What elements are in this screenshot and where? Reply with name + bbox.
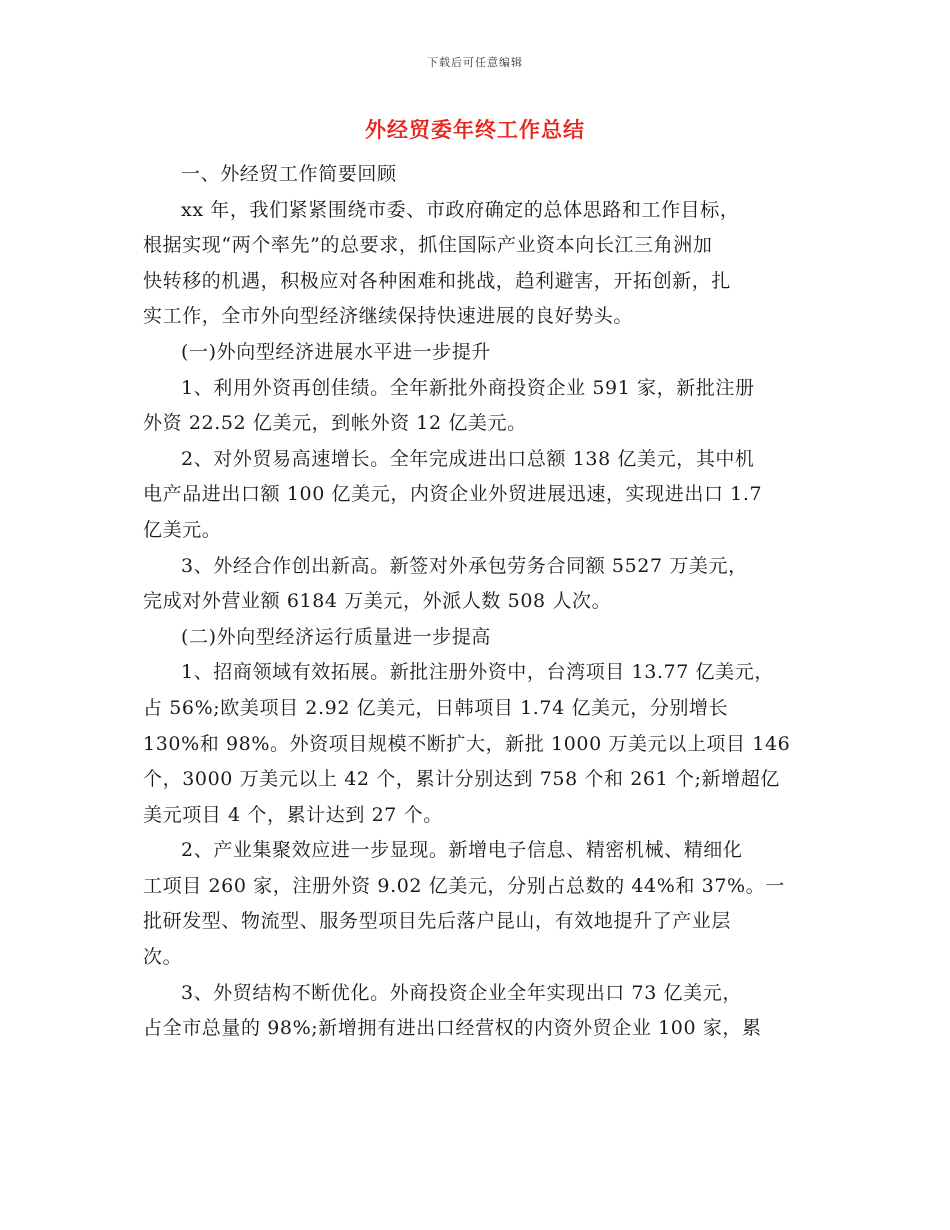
- text-line: xx 年，我们紧紧围绕市委、市政府确定的总体思路和工作目标，: [181, 198, 740, 221]
- text-line: 工项目 260 家，注册外资 9.02 亿美元，分别占总数的 44%和 37%。一: [143, 874, 785, 897]
- subsection-heading: [143, 335, 811, 371]
- paragraph: [143, 833, 811, 975]
- paragraph: [143, 549, 811, 620]
- header-note: 下载后可任意编辑: [427, 56, 523, 69]
- text-line: 130%和 98%。外资项目规模不断扩大，新批 1000 万美元以上项目 146: [143, 732, 791, 755]
- text-line: 占 56%;欧美项目 2.92 亿美元，日韩项目 1.74 亿美元，分别增长: [143, 696, 729, 719]
- text-line: 1、招商领域有效拓展。新批注册外资中，台湾项目 13.77 亿美元，: [181, 661, 774, 684]
- text-line: 实工作，全市外向型经济继续保持快速进展的良好势头。: [143, 305, 634, 328]
- text-line: 电产品进出口额 100 亿美元，内资企业外贸进展迅速，实现进出口 1.7: [143, 483, 763, 506]
- text-line: 美元项目 4 个，累计达到 27 个。: [143, 803, 443, 826]
- section-heading: [143, 157, 811, 193]
- document-title: 外经贸委年终工作总结: [365, 117, 585, 142]
- text-line: 外资 22.52 亿美元，到帐外资 12 亿美元。: [143, 412, 527, 435]
- text-line: 个，3000 万美元以上 42 个，累计分别达到 758 个和 261 个;新增超亿: [143, 768, 780, 791]
- subsection-heading: [143, 620, 811, 656]
- text-line: 2、对外贸易高速增长。全年完成进出口总额 138 亿美元，其中机: [181, 447, 755, 470]
- text-line: 占全市总量的 98%;新增拥有进出口经营权的内资外贸企业 100 家，累: [143, 1017, 762, 1040]
- text-line: 根据实现“两个率先”的总要求，抓住国际产业资本向长江三角洲加: [143, 234, 713, 257]
- text-line: (二)外向型经济运行质量进一步提高: [181, 625, 492, 648]
- text-line: 次。: [143, 946, 183, 969]
- text-line: (一)外向型经济进展水平进一步提升: [181, 340, 492, 363]
- paragraph: [143, 442, 811, 549]
- text-line: 快转移的机遇，积极应对各种困难和挑战，趋利避害，开拓创新，扎: [143, 269, 732, 292]
- text-line: 完成对外营业额 6184 万美元，外派人数 508 人次。: [143, 590, 612, 613]
- text-line: 1、利用外资再创佳绩。全年新批外商投资企业 591 家，新批注册: [181, 376, 755, 399]
- text-line: 一、外经贸工作简要回顾: [181, 163, 397, 185]
- text-line: 3、外经合作创出新高。新签对外承包劳务合同额 5527 万美元，: [181, 554, 748, 577]
- text-line: 亿美元。: [143, 518, 222, 541]
- text-line: 2、产业集聚效应进一步显现。新增电子信息、精密机械、精细化: [181, 839, 743, 862]
- paragraph: [143, 655, 811, 833]
- paragraph: [143, 976, 811, 1047]
- text-line: 3、外贸结构不断优化。外商投资企业全年实现出口 73 亿美元，: [181, 981, 742, 1004]
- text-line: 批研发型、物流型、服务型项目先后落户昆山，有效地提升了产业层: [143, 910, 732, 933]
- document-body: [143, 157, 811, 1047]
- paragraph: [143, 371, 811, 442]
- paragraph: [143, 193, 811, 335]
